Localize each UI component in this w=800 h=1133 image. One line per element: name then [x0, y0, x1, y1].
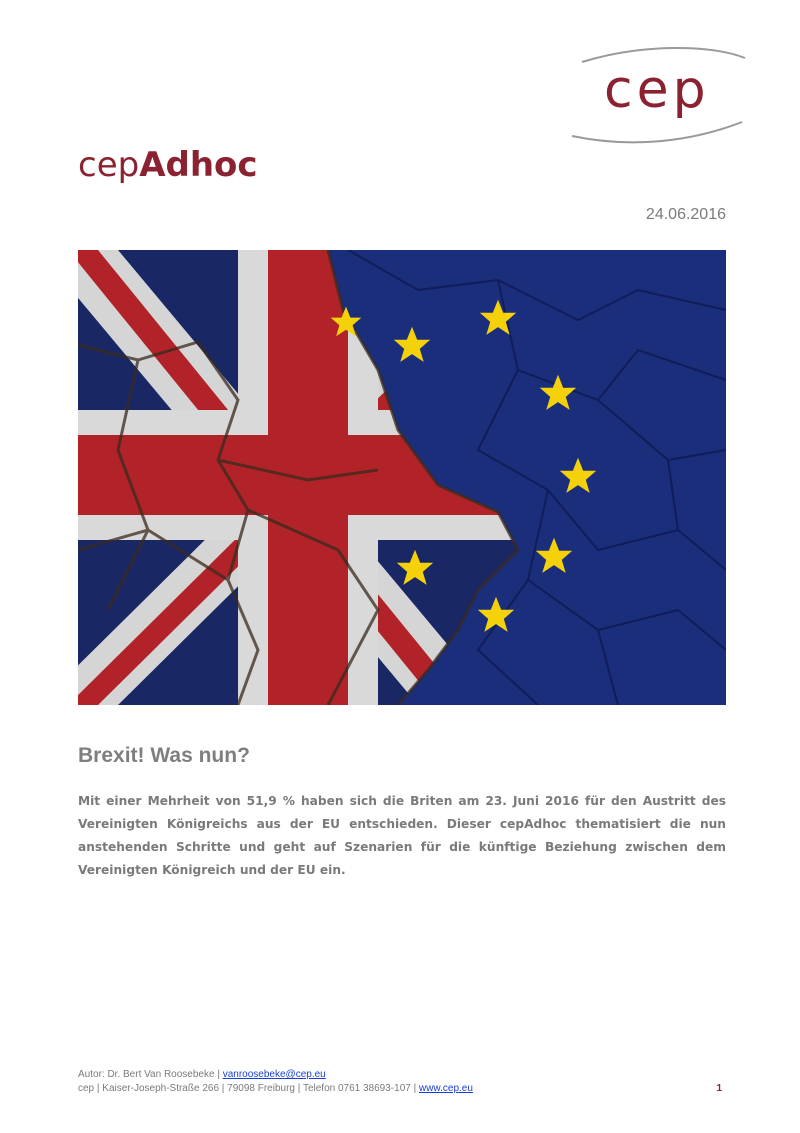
brand-suffix: Adhoc — [139, 145, 258, 185]
cep-logo: cep — [604, 60, 710, 120]
hero-image-cracked-flags — [78, 250, 726, 705]
footer — [78, 1068, 726, 1096]
footer-author-line — [78, 1068, 726, 1082]
author-email-link[interactable]: vanroosebeke@cep.eu — [222, 1069, 326, 1080]
page-number: 1 — [716, 1083, 722, 1094]
article-lead: Mit einer Mehrheit von 51,9 % haben sich die Briten am 23. Juni 2016 für den Austritt des Vereinigten Königreichs aus der EU entschieden. Dieser cepAdhoc thematisiert die nun anstehenden Schritte und geht auf Szenarien für die künftige Beziehung zwischen dem Vereinigten Königreich und der EU ein. — [78, 794, 726, 877]
article-headline: Brexit! Was nun? — [78, 744, 250, 767]
brand-prefix: cep — [78, 145, 140, 185]
publication-title — [78, 145, 258, 185]
footer-address: cep | Kaiser-Joseph-Straße 266 | 79098 Freiburg | Telefon 0761 38693-107 | — [78, 1083, 419, 1094]
footer-author: Autor: Dr. Bert Van Roosebeke | — [78, 1069, 223, 1080]
publication-date: 24.06.2016 — [645, 206, 726, 223]
website-link[interactable]: www.cep.eu — [418, 1083, 473, 1094]
footer-address-line — [78, 1082, 726, 1096]
